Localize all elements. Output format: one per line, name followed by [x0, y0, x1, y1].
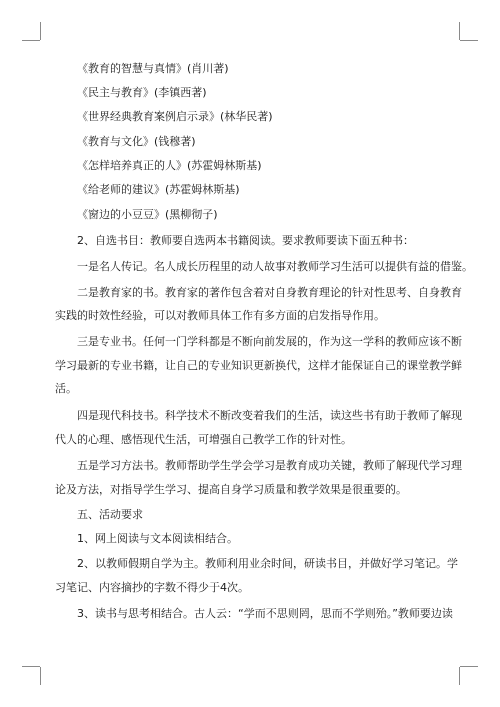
paragraph-line: 2、自选书目：教师要自选两本书籍阅读。要求教师要读下面五种书： [77, 234, 414, 247]
paragraph-line: 代人的心理、感悟现代生活，可增强自己教学工作的针对性。 [55, 433, 352, 446]
paragraph-line: 三是专业书。任何一门学科都是不断向前发展的，作为这一学科的教师应该不断 [77, 335, 462, 348]
book-title-line: 《世界经典教育案例启示录》(林华民著) [77, 110, 273, 123]
crop-mark-bottom-right-v [459, 667, 460, 685]
paragraph-line: 二是教育家的书。教育家的著作包含着对自身教育理论的针对性思考、自身教育 [77, 286, 462, 299]
book-title-line: 《给老师的建议》(苏霍姆林斯基) [77, 183, 240, 196]
book-title-line: 《怎样培养真正的人》(苏霍姆林斯基) [77, 159, 262, 172]
book-title-line: 《民主与教育》(李镇西著) [77, 86, 207, 99]
crop-mark-bottom-left-h [22, 666, 40, 667]
paragraph-line: 论及方法，对指导学生学习、提高自身学习质量和教学效果是很重要的。 [55, 483, 407, 496]
crop-mark-bottom-left-v [40, 667, 41, 685]
paragraph-line: 学习最新的专业书籍，让自己的专业知识更新换代，这样才能保证自己的课堂教学鲜 [55, 359, 462, 372]
crop-mark-bottom-right-h [460, 666, 478, 667]
crop-mark-top-left-h [22, 40, 40, 41]
crop-mark-top-right-v [459, 22, 460, 40]
paragraph-line: 活。 [55, 382, 77, 395]
paragraph-line: 2、以教师假期自学为主。教师利用业余时间，研读书目，并做好学习笔记。学 [77, 557, 458, 570]
paragraph-line: 习笔记、内容摘抄的字数不得少于4次。 [55, 581, 249, 594]
book-title-line: 《教育的智慧与真情》(肖川著) [77, 62, 229, 75]
paragraph-line: 四是现代科技书。科学技术不断改变着我们的生活，读这些书有助于教师了解现 [77, 409, 462, 422]
book-title-line: 《窗边的小豆豆》(黑柳彻子) [77, 208, 218, 221]
paragraph-line: 1、网上阅读与文本阅读相结合。 [77, 532, 238, 545]
paragraph-line: 五是学习方法书。教师帮助学生学会学习是教育成功关键，教师了解现代学习理 [77, 459, 462, 472]
book-title-line: 《教育与文化》(钱穆著) [77, 135, 196, 148]
section-heading: 五、活动要求 [77, 508, 143, 521]
crop-mark-top-right-h [460, 40, 478, 41]
paragraph-line: 3、读书与思考相结合。古人云：“学而不思则罔，思而不学则殆。”教师要边读 [77, 607, 453, 620]
crop-mark-top-left-v [40, 22, 41, 40]
paragraph-line: 一是名人传记。名人成长历程里的动人故事对教师学习生活可以提供有益的借鉴。 [77, 260, 473, 273]
paragraph-line: 实践的时效性经验，可以对教师具体工作有多方面的启发指导作用。 [55, 309, 385, 322]
